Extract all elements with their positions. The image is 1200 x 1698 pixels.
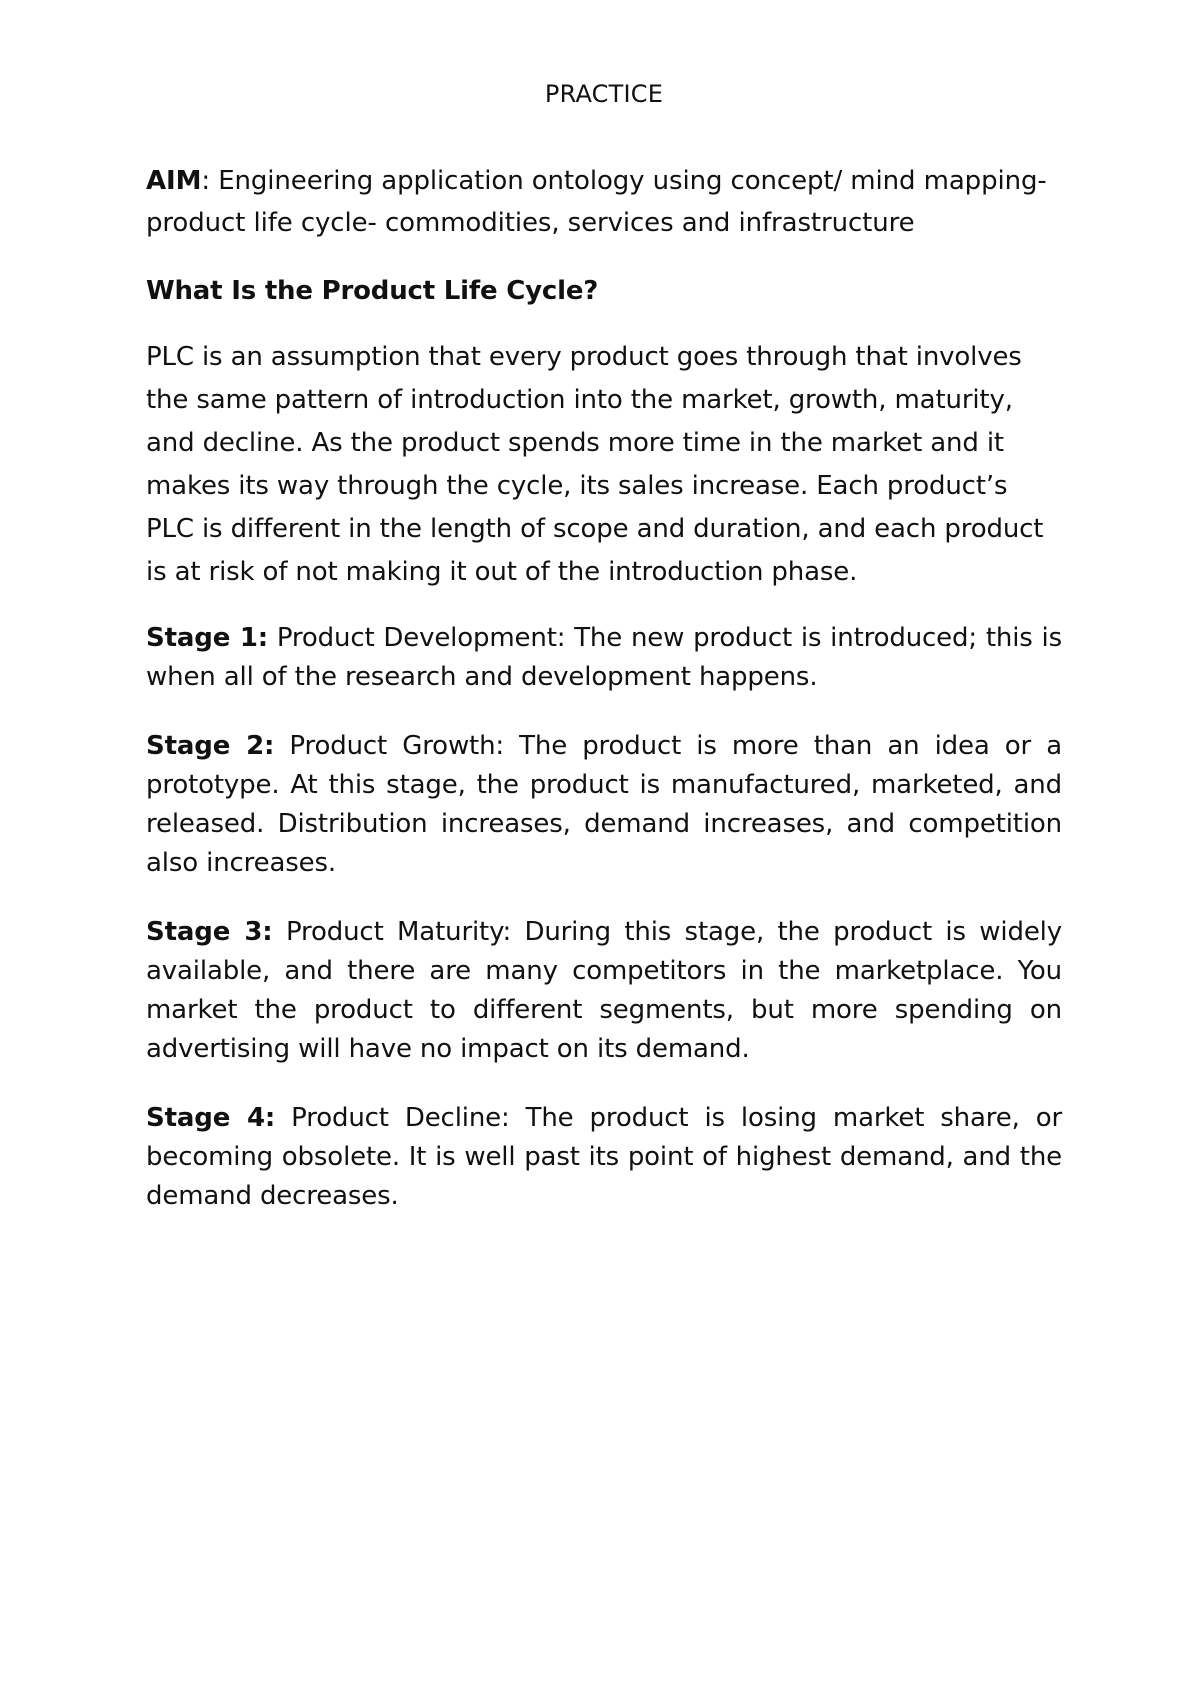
stage-3-label: Stage 3: <box>146 917 273 947</box>
document-content <box>146 74 1062 1246</box>
stage-2-label: Stage 2: <box>146 731 275 761</box>
stage-1-text: Product Development: The new product is introduced; this is when all of the research and development happens. <box>146 623 1062 692</box>
aim-label: AIM <box>146 166 202 196</box>
stage-1-label: Stage 1: <box>146 623 269 653</box>
stage-4-paragraph <box>146 1099 1062 1216</box>
stage-3-paragraph <box>146 913 1062 1069</box>
stage-2-text: Product Growth: The product is more than an idea or a prototype. At this stage, the product is manufactured, marketed, and released. Distribution increases, demand increases, and competition also increases. <box>146 731 1062 878</box>
section-heading: What Is the Product Life Cycle? <box>146 276 599 306</box>
page-title: PRACTICE <box>544 80 664 108</box>
stage-2-paragraph <box>146 727 1062 883</box>
stage-4-label: Stage 4: <box>146 1103 276 1133</box>
aim-text: : Engineering application ontology using concept/ mind mapping-product life cycle- commodities, services and infrastructure <box>146 166 1047 238</box>
stage-3-text: Product Maturity: During this stage, the product is widely available, and there are many competitors in the marketplace. You market the product to different segments, but more spending on advertising will have no impact on its demand. <box>146 917 1062 1064</box>
stage-1-paragraph <box>146 619 1062 697</box>
aim-paragraph <box>146 160 1062 244</box>
stage-4-text: Product Decline: The product is losing market share, or becoming obsolete. It is well past its point of highest demand, and the demand decreases. <box>146 1103 1062 1211</box>
intro-paragraph: PLC is an assumption that every product goes through that involves the same pattern of introduction into the market, growth, maturity, and decline. As the product spends more time in the market and it makes its way through the cycle, its sales increase. Each product’s PLC is different in the length of scope and duration, and each product is at risk of not making it out of the introduction phase. <box>146 342 1044 587</box>
